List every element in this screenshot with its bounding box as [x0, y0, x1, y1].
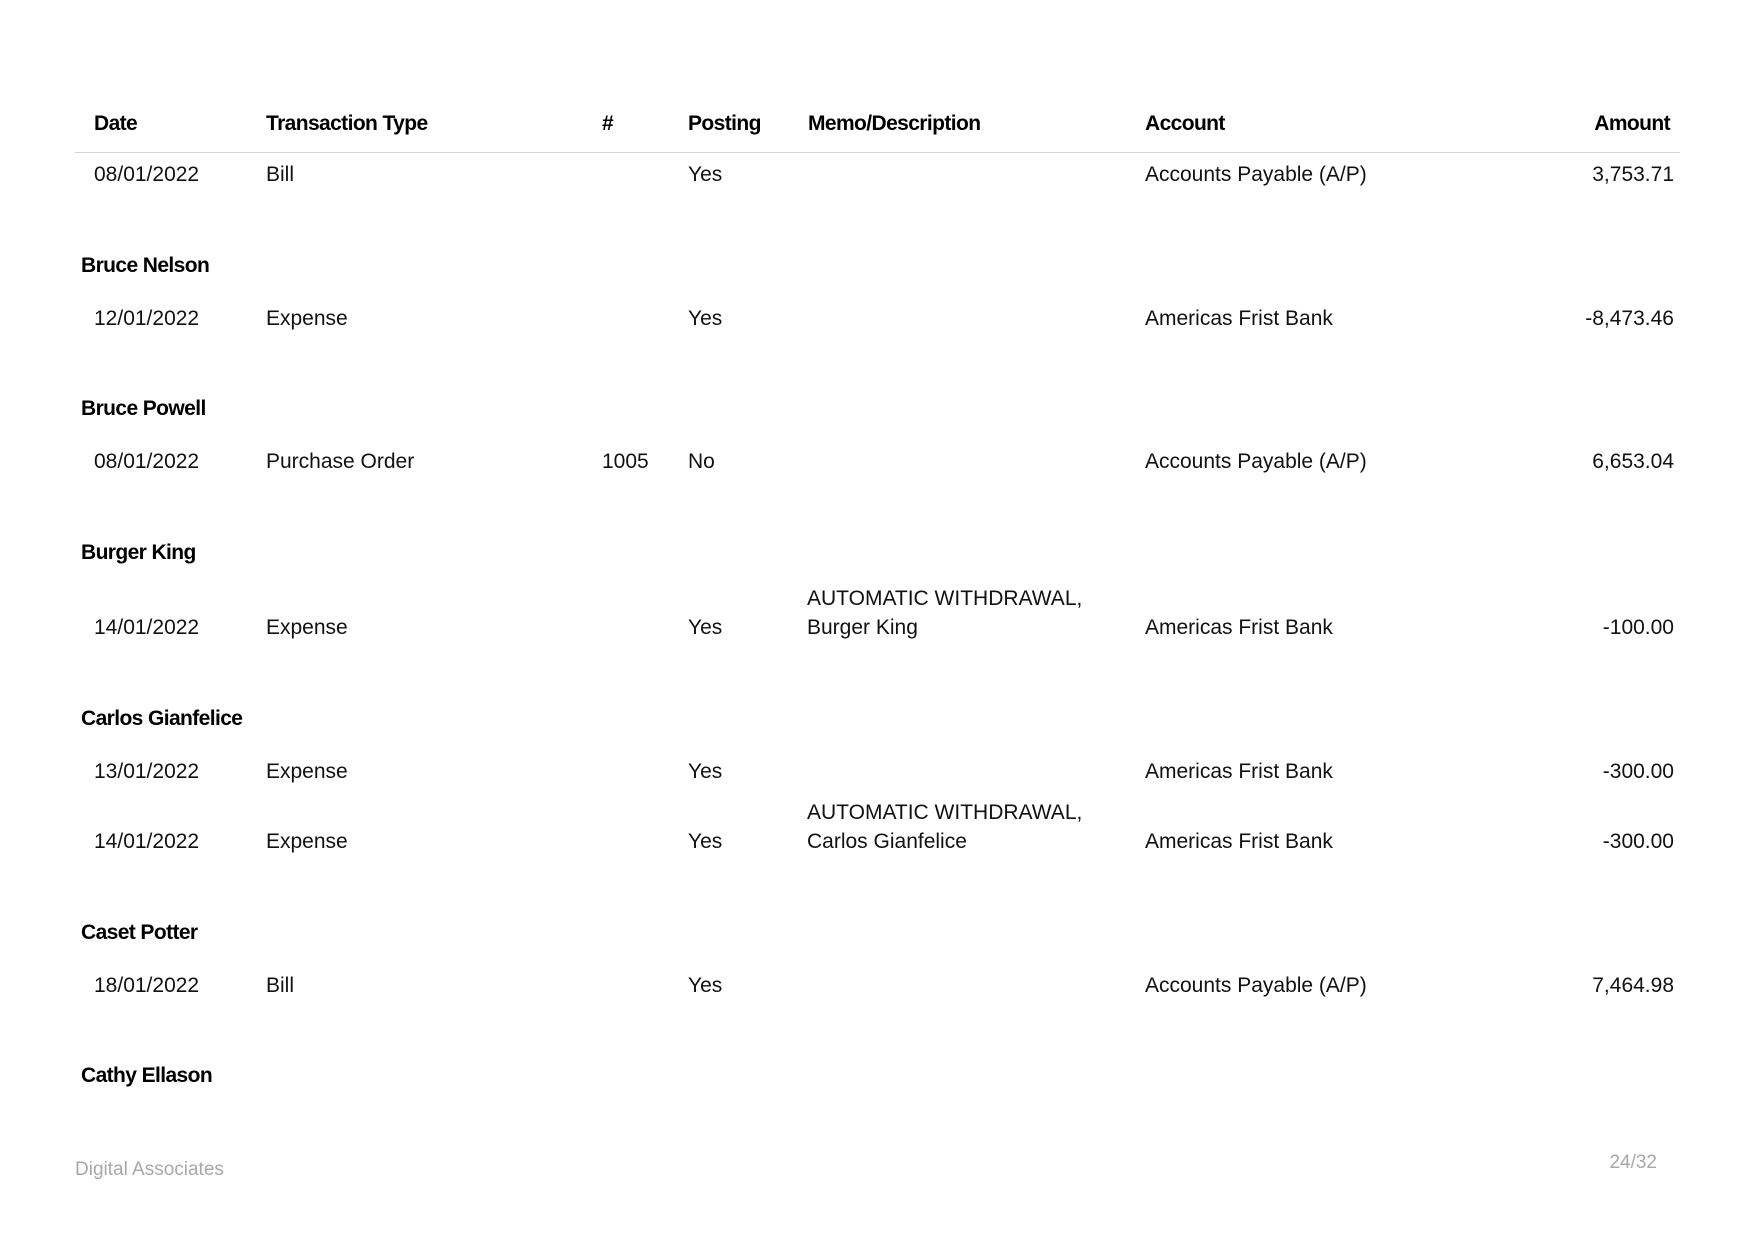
- row-type: Expense: [266, 830, 348, 853]
- row-account: Americas Frist Bank: [1145, 307, 1333, 330]
- row-type: Expense: [266, 616, 348, 639]
- footer-page-number: 24/32: [1609, 1152, 1657, 1173]
- row-posting: Yes: [688, 307, 723, 330]
- group-name: Cathy Ellason: [81, 1064, 213, 1087]
- column-header-transaction-type: Transaction Type: [266, 112, 428, 135]
- row-date: 14/01/2022: [94, 830, 200, 853]
- column-header-number: #: [602, 112, 614, 135]
- table-header: [75, 108, 1680, 153]
- column-header-amount: Amount: [1594, 112, 1670, 135]
- row-posting: Yes: [688, 760, 723, 783]
- column-header-account: Account: [1145, 112, 1225, 135]
- row-amount: -100.00: [1602, 616, 1674, 639]
- row-posting: Yes: [688, 974, 723, 997]
- row-memo-line2: Burger King: [807, 616, 918, 639]
- row-account: Accounts Payable (A/P): [1145, 450, 1367, 473]
- row-account: Americas Frist Bank: [1145, 760, 1333, 783]
- row-date: 08/01/2022: [94, 163, 200, 186]
- group-name: Burger King: [81, 541, 196, 564]
- row-type: Bill: [266, 163, 295, 186]
- row-account: Americas Frist Bank: [1145, 830, 1333, 853]
- row-posting: Yes: [688, 830, 723, 853]
- row-amount: 3,753.71: [1592, 163, 1674, 186]
- row-date: 14/01/2022: [94, 616, 200, 639]
- row-type: Expense: [266, 760, 348, 783]
- group-name: Bruce Powell: [81, 397, 206, 420]
- row-posting: Yes: [688, 163, 723, 186]
- column-header-date: Date: [94, 112, 138, 135]
- row-type: Bill: [266, 974, 295, 997]
- row-posting: Yes: [688, 616, 723, 639]
- row-memo-line1: AUTOMATIC WITHDRAWAL,: [807, 801, 1083, 824]
- row-memo-line1: AUTOMATIC WITHDRAWAL,: [807, 587, 1083, 610]
- row-date: 08/01/2022: [94, 450, 200, 473]
- row-account: Accounts Payable (A/P): [1145, 974, 1367, 997]
- row-type: Expense: [266, 307, 348, 330]
- row-number: 1005: [602, 450, 649, 473]
- row-date: 18/01/2022: [94, 974, 200, 997]
- row-account: Accounts Payable (A/P): [1145, 163, 1367, 186]
- group-name: Bruce Nelson: [81, 254, 210, 277]
- row-amount: -300.00: [1602, 830, 1674, 853]
- row-amount: -8,473.46: [1585, 307, 1674, 330]
- row-posting: No: [688, 450, 715, 473]
- footer-company-name: Digital Associates: [75, 1159, 224, 1180]
- row-date: 12/01/2022: [94, 307, 200, 330]
- row-amount: 7,464.98: [1592, 974, 1674, 997]
- column-header-memo: Memo/Description: [808, 112, 981, 135]
- row-date: 13/01/2022: [94, 760, 200, 783]
- row-account: Americas Frist Bank: [1145, 616, 1333, 639]
- row-memo-line2: Carlos Gianfelice: [807, 830, 967, 853]
- row-type: Purchase Order: [266, 450, 415, 473]
- row-amount: 6,653.04: [1592, 450, 1674, 473]
- group-name: Caset Potter: [81, 921, 198, 944]
- row-amount: -300.00: [1602, 760, 1674, 783]
- column-header-posting: Posting: [688, 112, 761, 135]
- group-name: Carlos Gianfelice: [81, 707, 243, 730]
